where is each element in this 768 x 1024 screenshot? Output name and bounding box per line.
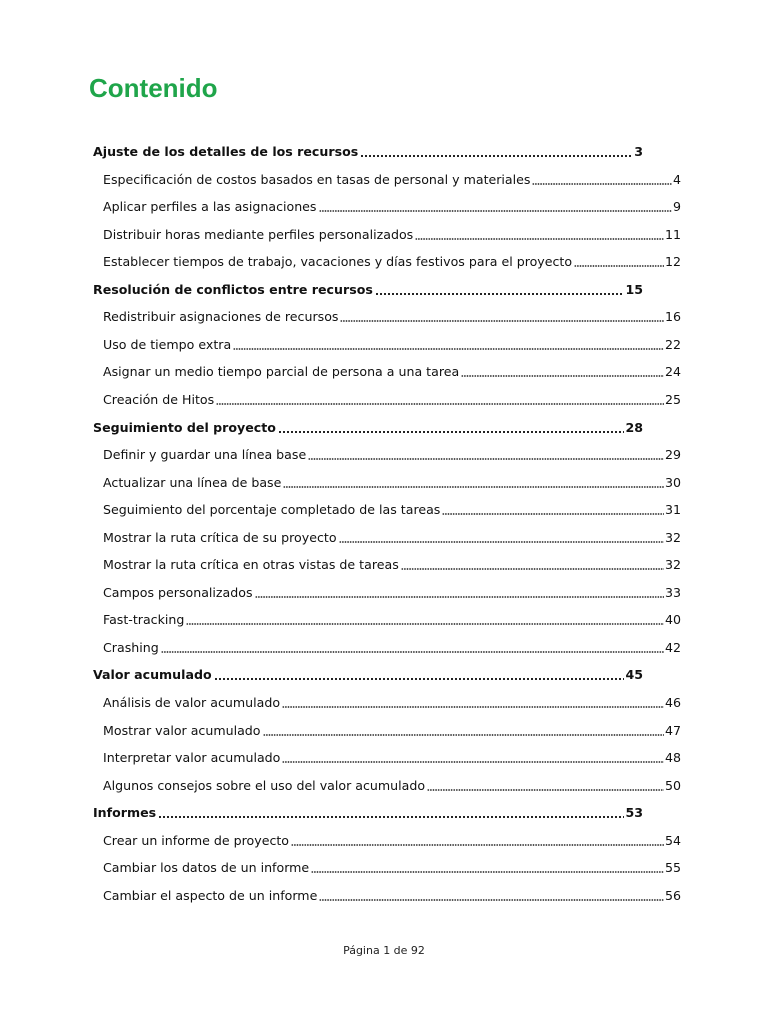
toc-page-number: 42 xyxy=(664,639,681,655)
toc-dot-leader xyxy=(216,403,664,405)
toc-page-number: 9 xyxy=(672,199,681,215)
toc-page-number: 45 xyxy=(625,667,643,683)
toc-dot-leader xyxy=(161,651,664,653)
toc-entry-label: Establecer tiempos de trabajo, vacaciones y días festivos para el proyecto xyxy=(103,254,573,270)
toc-dot-leader xyxy=(263,734,664,736)
toc-dot-leader xyxy=(401,568,664,570)
toc-subsection-entry[interactable] xyxy=(103,827,681,851)
toc-subsection-entry[interactable] xyxy=(103,882,681,906)
page-title: Contenido xyxy=(89,73,218,103)
toc-dot-leader xyxy=(278,431,625,433)
toc-entry-label: Ajuste de los detalles de los recursos xyxy=(93,144,359,159)
toc-dot-leader xyxy=(427,789,664,791)
toc-dot-leader xyxy=(282,761,664,763)
toc-entry-label: Fast-tracking xyxy=(103,612,185,628)
toc-entry-label: Interpretar valor acumulado xyxy=(103,750,281,766)
toc-page-number: 3 xyxy=(634,144,643,159)
toc-dot-leader xyxy=(360,155,633,157)
toc-dot-leader xyxy=(532,183,672,185)
toc-page-number: 47 xyxy=(664,722,681,738)
toc-entry-label: Uso de tiempo extra xyxy=(103,336,232,352)
toc-dot-leader xyxy=(340,320,664,322)
toc-section-entry[interactable] xyxy=(93,799,643,823)
toc-dot-leader xyxy=(574,265,664,267)
toc-dot-leader xyxy=(415,238,664,240)
toc-subsection-entry[interactable] xyxy=(103,193,681,217)
toc-subsection-entry[interactable] xyxy=(103,551,681,575)
toc-page-number: 55 xyxy=(664,860,681,876)
toc-section-entry[interactable] xyxy=(93,414,643,438)
toc-entry-label: Crashing xyxy=(103,639,159,655)
toc-subsection-entry[interactable] xyxy=(103,579,681,603)
toc-dot-leader xyxy=(233,348,664,350)
toc-entry-label: Valor acumulado xyxy=(93,667,212,683)
toc-section-entry[interactable] xyxy=(93,138,643,162)
toc-entry-label: Asignar un medio tiempo parcial de persona a una tarea xyxy=(103,364,460,380)
toc-dot-leader xyxy=(255,596,664,598)
toc-entry-label: Mostrar la ruta crítica de su proyecto xyxy=(103,529,337,545)
toc-page-number: 11 xyxy=(664,226,681,242)
toc-entry-label: Distribuir horas mediante perfiles personalizados xyxy=(103,226,414,242)
toc-entry-label: Creación de Hitos xyxy=(103,391,215,407)
toc-section-entry[interactable] xyxy=(93,661,643,685)
toc-page-number: 46 xyxy=(664,695,681,710)
toc-page-number: 12 xyxy=(664,254,681,270)
toc-page-number: 16 xyxy=(664,309,681,325)
toc-page-number: 30 xyxy=(664,474,681,490)
toc-entry-label: Mostrar la ruta crítica en otras vistas de tareas xyxy=(103,557,399,573)
toc-page-number: 48 xyxy=(664,750,681,766)
toc-page-number: 4 xyxy=(672,171,681,187)
toc-section-entry[interactable] xyxy=(93,276,643,300)
toc-entry-label: Algunos consejos sobre el uso del valor acumulado xyxy=(103,777,426,793)
toc-entry-label: Seguimiento del proyecto xyxy=(93,419,276,435)
toc-dot-leader xyxy=(319,210,672,212)
toc-entry-label: Seguimiento del porcentaje completado de las tareas xyxy=(103,502,441,518)
toc-subsection-entry[interactable] xyxy=(103,496,681,520)
toc-subsection-entry[interactable] xyxy=(103,248,681,272)
toc-subsection-entry[interactable] xyxy=(103,331,681,355)
toc-entry-label: Cambiar el aspecto de un informe xyxy=(103,887,318,903)
toc-entry-label: Informes xyxy=(93,805,157,821)
toc-dot-leader xyxy=(214,678,625,680)
toc-page-number: 24 xyxy=(664,364,681,380)
toc-dot-leader xyxy=(311,871,664,873)
toc-page-number: 32 xyxy=(664,529,681,545)
toc-dot-leader xyxy=(308,458,664,460)
toc-subsection-entry[interactable] xyxy=(103,772,681,796)
toc-dot-leader xyxy=(158,816,624,818)
toc-page-number: 22 xyxy=(664,336,681,352)
toc-dot-leader xyxy=(283,486,664,488)
toc-page-number: 32 xyxy=(664,557,681,573)
toc-page-number: 28 xyxy=(625,419,643,435)
toc-entry-label: Especificación de costos basados en tasas de personal y materiales xyxy=(103,171,531,187)
toc-page-number: 31 xyxy=(664,502,681,518)
toc-page-number: 53 xyxy=(625,805,643,821)
toc-subsection-entry[interactable] xyxy=(103,221,681,245)
toc-entry-label: Actualizar una línea de base xyxy=(103,474,282,490)
toc-subsection-entry[interactable] xyxy=(103,358,681,382)
toc-page-number: 33 xyxy=(664,584,681,600)
toc-entry-label: Campos personalizados xyxy=(103,584,253,600)
toc-dot-leader xyxy=(186,623,664,625)
toc-entry-label: Mostrar valor acumulado xyxy=(103,722,261,738)
toc-dot-leader xyxy=(319,899,664,901)
toc-entry-label: Redistribuir asignaciones de recursos xyxy=(103,309,339,325)
toc-subsection-entry[interactable] xyxy=(103,441,681,465)
page-footer: Página 1 de 92 xyxy=(343,944,425,957)
toc-subsection-entry[interactable] xyxy=(103,386,681,410)
toc-subsection-entry[interactable] xyxy=(103,606,681,630)
toc-dot-leader xyxy=(375,293,625,295)
toc-subsection-entry[interactable] xyxy=(103,854,681,878)
toc-page-number: 29 xyxy=(664,447,681,463)
toc-entry-label: Definir y guardar una línea base xyxy=(103,447,307,463)
toc-entry-label: Resolución de conflictos entre recursos xyxy=(93,281,373,297)
toc-entry-label: Crear un informe de proyecto xyxy=(103,832,290,848)
toc-page-number: 40 xyxy=(664,612,681,628)
toc-subsection-entry[interactable] xyxy=(103,524,681,548)
toc-entry-label: Aplicar perfiles a las asignaciones xyxy=(103,199,317,215)
toc-page-number: 25 xyxy=(664,391,681,407)
toc-page-number: 56 xyxy=(664,887,681,903)
toc-subsection-entry[interactable] xyxy=(103,469,681,493)
toc-dot-leader xyxy=(339,541,664,543)
toc-dot-leader xyxy=(282,706,664,708)
toc-subsection-entry[interactable] xyxy=(103,634,681,658)
toc-page-number: 15 xyxy=(625,281,643,297)
toc-page-number: 54 xyxy=(664,832,681,848)
toc-entry-label: Cambiar los datos de un informe xyxy=(103,860,310,876)
toc-subsection-entry[interactable] xyxy=(103,166,681,190)
toc-subsection-entry[interactable] xyxy=(103,744,681,768)
toc-dot-leader xyxy=(442,513,664,515)
toc-dot-leader xyxy=(461,375,664,377)
toc-subsection-entry[interactable] xyxy=(103,689,681,713)
toc-page-number: 50 xyxy=(664,777,681,793)
toc-dot-leader xyxy=(291,844,664,846)
toc-entry-label: Análisis de valor acumulado xyxy=(103,695,281,710)
toc-subsection-entry[interactable] xyxy=(103,303,681,327)
toc-subsection-entry[interactable] xyxy=(103,717,681,741)
